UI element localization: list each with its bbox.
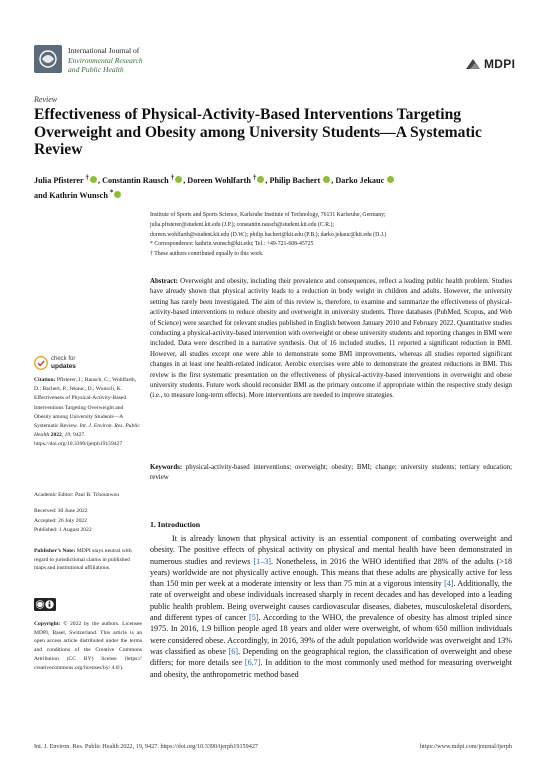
citation-label: Citation:	[34, 377, 56, 383]
journal-name-line2: Environmental Research	[68, 56, 143, 65]
equal-contribution-note: † These authors contributed equally to this work.	[150, 251, 264, 258]
abstract	[150, 277, 512, 402]
author-list	[34, 171, 474, 202]
citation-journal: Int. J. Environ. Res. Public Health	[34, 423, 140, 439]
keywords	[150, 463, 512, 484]
reference-link[interactable]: [6,7]	[244, 658, 261, 668]
orcid-icon[interactable]	[114, 191, 121, 198]
orcid-icon[interactable]	[387, 176, 394, 183]
keywords-text: physical-activity-based interventions; overweight; obesity; BMI; change; university students; tertiary education; review	[150, 464, 512, 482]
author-5[interactable]: Darko Jekauc	[335, 176, 395, 185]
author-4[interactable]: Philip Bachert ,	[269, 175, 336, 185]
reference-link[interactable]: [4]	[444, 579, 454, 589]
article-title: Effectiveness of Physical-Activity-Based Interventions Targeting Overweight and Obesity among University Students—A Systematic Review	[34, 106, 482, 158]
check-for-updates-icon[interactable]	[34, 356, 48, 370]
copyright-label: Copyright:	[34, 621, 61, 627]
author-3[interactable]: Doreen Wohlfarth † ,	[187, 174, 270, 185]
keywords-label: Keywords:	[150, 464, 183, 471]
check-for-updates-link[interactable]	[51, 356, 76, 371]
author-6[interactable]: and Kathrin Wunsch *	[34, 191, 122, 200]
reference-link[interactable]: [1–3]	[253, 556, 271, 566]
academic-editor: Academic Editor: Paul B. Tchounwou	[34, 492, 120, 498]
publication-dates	[34, 507, 144, 536]
reference-link[interactable]: [5]	[249, 613, 259, 623]
journal-name-line1: International Journal of	[68, 46, 140, 55]
citation-year: 2022	[50, 432, 62, 439]
citation: Citation: Pfisterer, J.; Rausch, C.; Wohlfarth, D.; Bachert, P.; Jekauc, D.; Wunsch, K. Effectiveness of Physical-Activity-Based Interventions Targeting Overweight and Obesity among University Students—A Systematic Review. Int. J. Environ. Res. Public Health 2022, 19, 9427. https://doi.org/10.3390/ijerph19159427	[34, 377, 140, 448]
author-1[interactable]: Julia Pfisterer † ,	[34, 174, 103, 185]
accepted-date: Accepted: 26 July 2022	[34, 517, 87, 524]
author-2[interactable]: Constantin Rausch † ,	[102, 174, 188, 185]
copyright-text: © 2022 by the authors. Licensee MDPI, Basel, Switzerland. This article is an open access article distributed under the terms and conditions of the Creative Commons Attribution (CC BY) license (https:// creativecommons.org/licenses/by/ 4.0/).	[34, 621, 142, 671]
correspondence: * Correspondence: kathrin.wunsch@kit.edu; Tel.: +49-721-608-45725	[150, 241, 314, 248]
journal-name-subtitle	[68, 56, 143, 74]
citation-text: Pfisterer, J.; Rausch, C.; Wohlfarth, D.; Bachert, P.; Jekauc, D.; Wunsch, K. Effectiveness of Physical-Activity-Based Interventions Targeting Overweight and Obesity among University Students—A Systematic Review.	[34, 377, 137, 430]
citation-doi[interactable]: , 9427. https://doi.org/10.3390/ijerph19159427	[34, 432, 123, 448]
check-for-updates-line2: updates	[51, 363, 76, 370]
abstract-label: Abstract:	[150, 278, 178, 285]
mdpi-logo-text: MDPI	[484, 57, 516, 71]
affiliation-emails: doreen.wohlfarth@student.kit.edu (D.W.); philip.bachert@kit.edu (P.B.); darko.jekauc@kit.edu (D.J.)	[150, 231, 387, 238]
section-heading-introduction: 1. Introduction	[150, 520, 201, 529]
citation-volume: 19	[64, 432, 71, 439]
publisher-note-label: Publisher’s Note:	[34, 548, 76, 554]
orcid-icon[interactable]	[323, 176, 330, 183]
affiliation-emails: julia.pfisterer@student.kit.edu (J.P.); constantin.rausch@student.kit.edu (C.R.);	[150, 221, 335, 228]
publisher-note-text: MDPI stays neutral with regard to jurisdictional claims in published maps and institutional affiliations.	[34, 548, 132, 572]
abstract-text: Overweight and obesity, including their prevalence and consequences, reflect a leading public health problem. Studies have already shown that physical activity leads to a reduction in body weight in children and adults. However, the university setting has rarely been investigated. The aim of this review is, therefore, to examine and summarize the effectiveness of physical-activity-based interventions to reduce obesity and overweight in university students. Three databases (PubMed, Scopus, and Web of Science) were searched for relevant studies published in English between January 2010 and February 2022. Quantitative studies conducting a physical-activity-based intervention with overweight or obese university students and reporting changes in BMI were included. Data were described in a narrative synthesis. Out of 16 included studies, 11 reported a significant reduction in BMI. However, all studies except one were able to demonstrate some BMI improvements, whereas all studies reported significant changes in at least one health-related indicator. Aerobic exercises were able to demonstrate the greatest reductions in BMI. This review is the first systematic presentation on the effectiveness of physical-activity-based interventions in overweight and obese university students. Future work should reconsider BMI as the primary outcome if appropriate within the respective study design (i.e., to measure long-term effects). More interventions are needed to improve strategies.	[150, 278, 512, 400]
orcid-icon[interactable]	[90, 176, 97, 183]
check-for-updates-line1: check for	[51, 356, 76, 362]
orcid-icon[interactable]	[175, 176, 182, 183]
orcid-icon[interactable]	[257, 176, 264, 183]
footer-journal-url[interactable]: https://www.mdpi.com/journal/ijerph	[419, 743, 512, 750]
published-date: Published: 1 August 2022	[34, 527, 92, 534]
affiliations	[150, 211, 510, 260]
reference-link[interactable]: [6]	[228, 646, 238, 656]
journal-name-line3: and Public Health	[68, 65, 124, 74]
introduction-paragraph: It is already known that physical activity is an essential component of combating overweight and obesity. The positive effects of physical activity on physical and mental health have been demonstrated in numerous studies and reviews [1–3]. Nonetheless, in 2016 the WHO identified that 28% of the adults (>18 years) worldwide are not physically active enough. This means that these adults are physically active for less than 150 min per week at a moderate intensity or less than 75 min at a vigorous intensity [4]. Additionally, the rate of overweight and obese individuals increased sharply in recent decades and has developed into a leading public health problem. Being overweight causes cardiovascular diseases, diabetes, musculoskeletal disorders, and different types of cancer [5]. According to the WHO, the prevalence of obesity has almost tripled since 1975. In 2016, 1.9 billion people aged 18 years and older were overweight, of whom 650 million individuals were considered obese. Accordingly, in 2016, 39% of the adult population worldwide was overweight and 13% was classified as obese [6]. Depending on the geographical region, the classification of overweight and obese differs; for more details see [6,7]. In addition to the most commonly used method for measuring overweight and obesity, the anthropometric method based	[150, 534, 513, 679]
publisher-note	[34, 547, 142, 573]
affiliation-line: Institute of Sports and Sports Science, Karlsruhe Institute of Technology, 76131 Karlsruhe, Germany;	[150, 212, 386, 218]
copyright-notice	[34, 620, 142, 672]
received-date: Received: 30 June 2022	[34, 508, 88, 514]
article-type: Review	[34, 95, 58, 104]
footer-citation[interactable]: Int. J. Environ. Res. Public Health 2022, 19, 9427. https://doi.org/10.3390/ijerph19159427	[34, 743, 259, 750]
cc-by-license-icon[interactable]	[34, 598, 56, 611]
journal-logo	[34, 45, 62, 73]
